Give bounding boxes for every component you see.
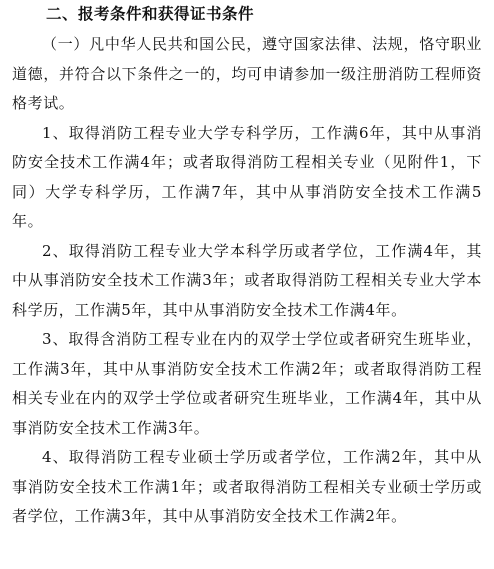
paragraph-condition-4: 4、取得消防工程专业硕士学历或者学位，工作满2年，其中从事消防安全技术工作满1年；或者取得消防工程相关专业硕士学历或者学位，工作满3年，其中从事消防安全技术工作满2年。 <box>12 448 482 525</box>
paragraph-condition-2: 2、取得消防工程专业大学本科学历或者学位，工作满4年，其中从事消防安全技术工作满3年；或者取得消防工程相关专业大学本科学历，工作满5年，其中从事消防安全技术工作满4年。 <box>12 241 482 319</box>
paragraph-condition-1: 1、取得消防工程专业大学专科学历，工作满6年，其中从事消防安全技术工作满4年；或者取得消防工程相关专业（见附件1，下同）大学专科学历，工作满7年，其中从事消防安全技术工作满5年。 <box>12 123 482 230</box>
paragraph-condition-3: 3、取得含消防工程专业在内的双学士学位或者研究生班毕业，工作满3年，其中从事消防安全技术工作满2年；或者取得消防工程相关专业在内的双学士学位或者研究生班毕业，工作满4年，其中从事消防安全技术工作满3年。 <box>12 330 482 437</box>
paragraph-general-condition: （一）凡中华人民共和国公民，遵守国家法律、法规，恪守职业道德，并符合以下条件之一的，均可申请参加一级注册消防工程师资格考试。 <box>12 35 482 112</box>
section-heading: 二、报考条件和获得证书条件 <box>46 5 255 23</box>
